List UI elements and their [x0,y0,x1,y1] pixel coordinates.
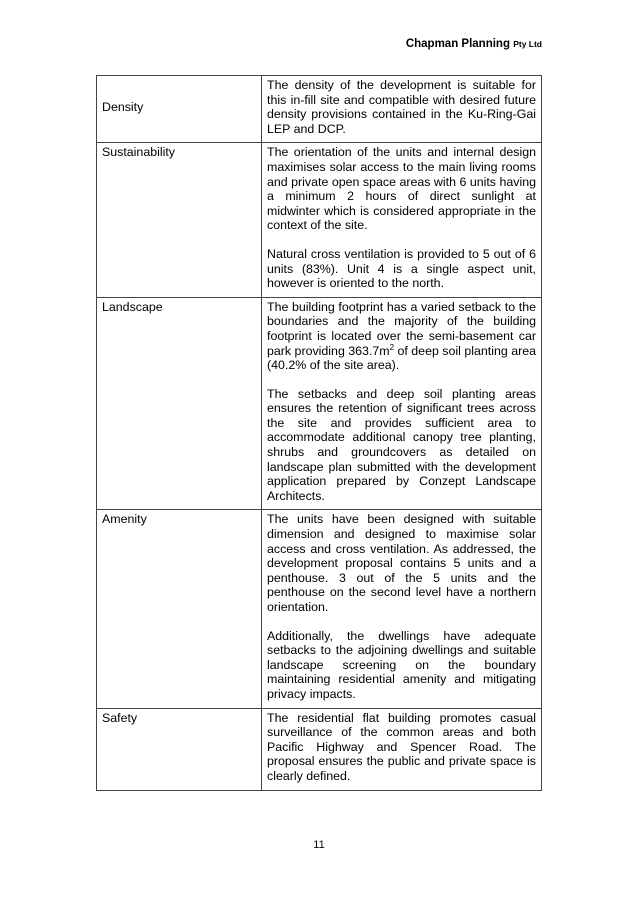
paragraph-text: The building footprint has a varied setback to the boundaries and the majority of the building footprint is located over the semi-basement car park providing 363.7m [267,299,536,358]
paragraph: The orientation of the units and internal design maximises solar access to the main living rooms and private open space areas with 6 units having a minimum 2 hours of direct sunlight at midwinter which is considered appropriate in the context of the site. [267,145,536,233]
paragraph: The units have been designed with suitable dimension and designed to maximise solar access and cross ventilation. As addressed, the development proposal contains 5 units and a penthouse. 3 out of the 5 units and the penthouse on the second level have a northern orientation. [267,512,536,614]
page-header [406,38,542,50]
table-row-amenity [97,510,542,708]
row-content [262,297,542,510]
paragraph: The setbacks and deep soil planting areas ensures the retention of significant trees across the site and provides sufficient area to accommodate additional canopy tree planting, shrubs and groundcovers as detailed on landscape plan submitted with the development application prepared by Conzept Landscape Architects. [267,386,536,503]
paragraph: The residential flat building promotes casual surveillance of the common areas and both Pacific Highway and Spencer Road. The proposal ensures the public and private space is clearly defined. [267,710,536,783]
table-row-density [97,76,542,143]
row-content [262,76,542,143]
assessment-table [96,75,542,791]
paragraph: The density of the development is suitable for this in-fill site and compatible with desired future density provisions contained in the Ku-Ring-Gai LEP and DCP. [267,78,536,136]
superscript: 2 [389,342,395,352]
row-content [262,143,542,297]
row-label: Density [97,76,262,143]
company-name: Chapman Planning [405,38,510,50]
company-suffix: Pty Ltd [513,39,542,49]
table-row-safety [97,708,542,790]
row-label: Amenity [97,510,262,708]
page-number: 11 [313,839,325,851]
row-content [262,708,542,790]
paragraph [267,300,536,373]
paragraph-text: of deep soil planting area (40.2% of the site area). [267,343,536,373]
table-row-landscape [97,297,542,510]
row-label: Sustainability [97,143,262,297]
paragraph: Additionally, the dwellings have adequate setbacks to the adjoining dwellings and suitable landscape screening on the boundary maintaining residential amenity and mitigating privacy impacts. [267,628,536,701]
row-content [262,510,542,708]
row-label: Landscape [97,297,262,510]
table-row-sustainability [97,143,542,297]
paragraph: Natural cross ventilation is provided to 5 out of 6 units (83%). Unit 4 is a single aspect unit, however is oriented to the north. [267,246,536,291]
row-label: Safety [97,708,262,790]
